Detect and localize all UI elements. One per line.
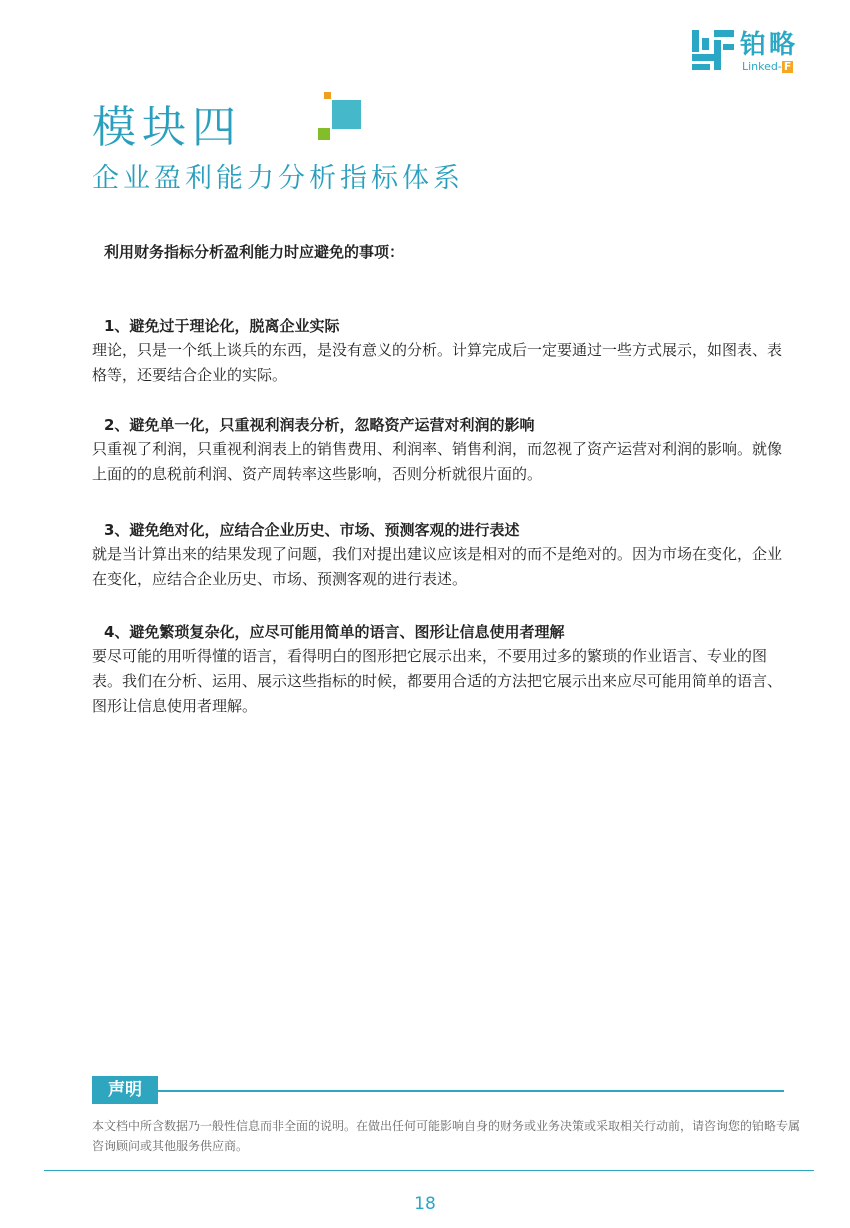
declaration-divider xyxy=(158,1090,784,1092)
section-heading: 4、避免繁琐复杂化，应尽可能用简单的语言、图形让信息使用者理解 xyxy=(104,623,565,641)
decor-square-teal xyxy=(332,100,361,129)
intro-heading: 利用财务指标分析盈利能力时应避免的事项： xyxy=(104,243,405,261)
section-heading: 3、避免绝对化，应结合企业历史、市场、预测客观的进行表述 xyxy=(104,521,520,539)
logo-mark-icon xyxy=(692,30,734,72)
brand-logo xyxy=(692,30,812,74)
declaration-text: 本文档中所含数据乃一般性信息而非全面的说明。在做出任何可能影响自身的财务或业务决策或采取相关行动前，请咨询您的铂略专属咨询顾问或其他服务供应商。 xyxy=(92,1119,801,1153)
logo-name-en: Linked- F xyxy=(742,60,792,73)
decor-square-orange xyxy=(324,92,331,99)
section-body: 理论，只是一个纸上谈兵的东西，是没有意义的分析。计算完成后一定要通过一些方式展示，如图表、表格等，还要结合企业的实际。 xyxy=(92,341,783,384)
section-2 xyxy=(92,413,782,487)
logo-f-badge: F xyxy=(783,60,792,73)
section-body: 只重视了利润，只重视利润表上的销售费用、利润率、销售利润，而忽视了资产运营对利润的影响。就像上面的的息税前利润、资产周转率这些影响，否则分析就很片面的。 xyxy=(92,440,783,483)
section-3 xyxy=(92,518,782,592)
footer-divider xyxy=(44,1170,814,1171)
module-subtitle: 企业盈利能力分析指标体系 xyxy=(92,163,464,194)
page-number: 18 xyxy=(414,1194,436,1214)
declaration-label: 声明 xyxy=(92,1076,158,1104)
decor-square-green xyxy=(318,128,330,140)
logo-name-cn: 铂略 xyxy=(740,30,799,60)
section-body: 就是当计算出来的结果发现了问题，我们对提出建议应该是相对的而不是绝对的。因为市场在变化，企业在变化，应结合企业历史、市场、预测客观的进行表述。 xyxy=(92,545,783,588)
module-title: 模块四 xyxy=(92,102,242,153)
section-heading: 1、避免过于理论化，脱离企业实际 xyxy=(104,317,340,335)
section-heading: 2、避免单一化，只重视利润表分析，忽略资产运营对利润的影响 xyxy=(104,416,535,434)
section-1 xyxy=(92,314,782,388)
section-body: 要尽可能的用听得懂的语言，看得明白的图形把它展示出来，不要用过多的繁琐的作业语言、专业的图表。我们在分析、运用、展示这些指标的时候，都要用合适的方法把它展示出来应尽可能用简单的语言、图形让信息使用者理解。 xyxy=(92,647,783,715)
section-4 xyxy=(92,620,782,719)
